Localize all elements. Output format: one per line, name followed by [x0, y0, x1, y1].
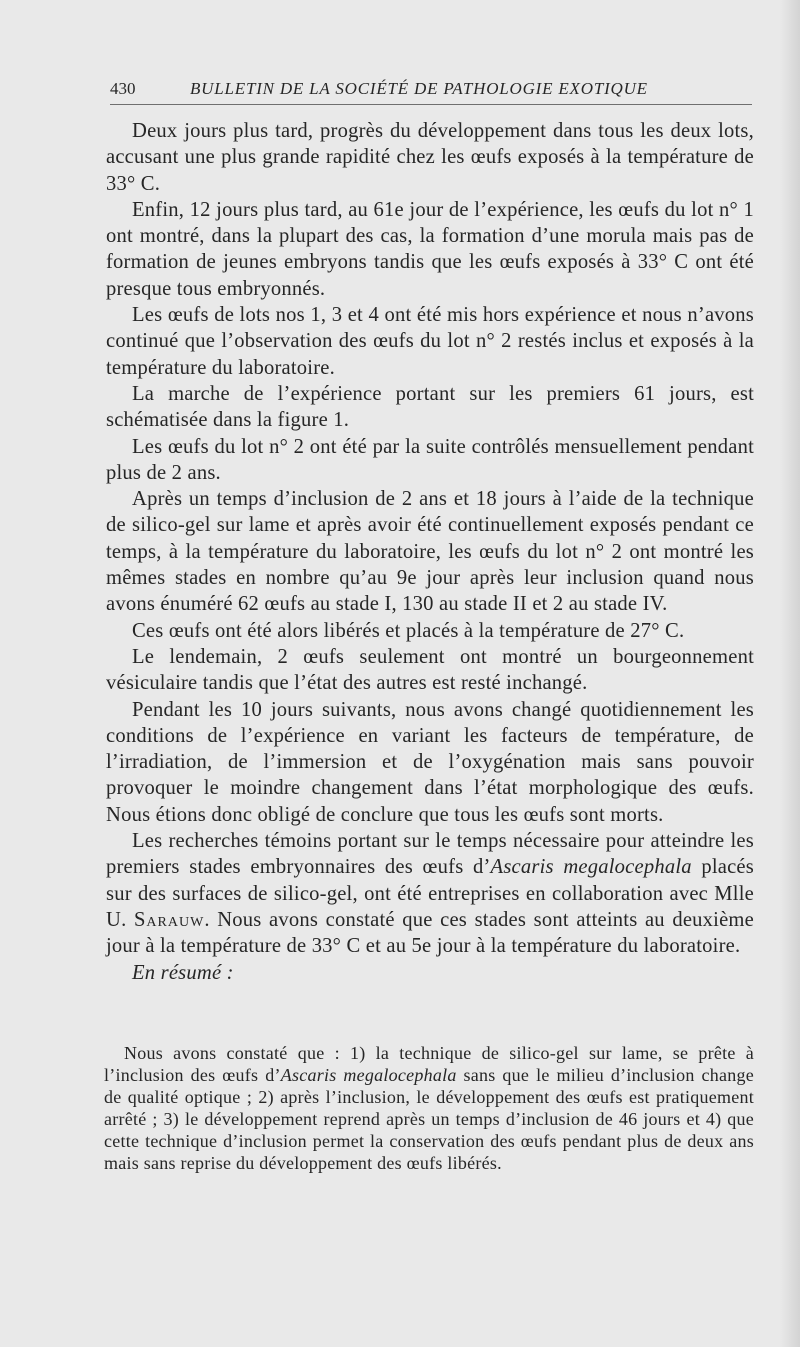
running-header [110, 79, 752, 105]
paragraph-3: Les œufs de lots nos 1, 3 et 4 ont été mis hors expérience et nous n’avons continué que l’observation des œufs du lot n° 2 restés inclus et exposés à la température du laboratoire. [106, 304, 754, 379]
header-rule [110, 104, 752, 105]
paragraph-8: Le lendemain, 2 œufs seulement ont montré un bourgeonnement vésiculaire tandis que l’état des autres est resté inchangé. [106, 645, 754, 695]
summary-text-2: sans que le milieu d’inclusion change de qualité optique ; 2) après l’inclusion, le développement des œufs est pratiquement arrêté ; 3) le développement reprend après un temps d’inclusion de 46 jours et 4) que cette technique d’inclusion permet la conservation des œufs pendant plus de deux ans mais sans reprise du développement des œufs libérés. [104, 1065, 755, 1173]
paragraph-10-text-2: placés sur des surfaces de silico-gel, ont été entreprises en collaboration avec Mlle U. [106, 856, 754, 931]
paragraph-2: Enfin, 12 jours plus tard, au 61e jour de l’expérience, les œufs du lot n° 1 ont montré, dans la plupart des cas, la formation d’une morula mais pas de formation de jeunes embryons tandis que les œufs exposés à 33° C ont été presque tous embryonnés. [106, 198, 754, 300]
paragraph-7: Ces œufs ont été alors libérés et placés à la température de 27° C. [132, 619, 685, 642]
summary-paragraph [104, 1042, 754, 1174]
summary-species-name: Ascaris megalocephala [280, 1065, 457, 1085]
species-name: Ascaris megalocephala [490, 856, 692, 879]
summary-block [104, 1042, 754, 1174]
page-edge-shadow [780, 0, 800, 1347]
journal-title: BULLETIN DE LA SOCIÉTÉ DE PATHOLOGIE EXOTIQUE [190, 79, 648, 98]
summary-text-1: Nous avons constaté que : 1) la technique de silico-gel sur lame, se prête à l’inclusion des œufs d’ [104, 1043, 754, 1085]
paragraph-6: Après un temps d’inclusion de 2 ans et 18 jours à l’aide de la technique de silico-gel sur lame et après avoir été continuellement exposés pendant ce temps, à la température du laboratoire, les œufs du lot n° 2 ont montré les mêmes stades en nombre qu’au 9e jour après leur inclusion quand nous avons énuméré 62 œufs au stade I, 130 au stade II et 2 au stade IV. [106, 488, 754, 616]
paragraph-10-text-3: . Nous avons constaté que ces stades sont atteints au deuxième jour à la température de 33° C et au 5e jour à la température du laboratoire. [106, 908, 754, 958]
paragraph-9: Pendant les 10 jours suivants, nous avons changé quotidiennement les conditions de l’expérience en variant les facteurs de température, de l’irradiation, de l’immersion et de l’oxygénation mais sans pouvoir provoquer le moindre changement dans l’état morphologique des œufs. Nous étions donc obligé de conclure que tous les œufs sont morts. [106, 698, 754, 826]
article-body [106, 118, 754, 986]
paragraph-5: Les œufs du lot n° 2 ont été par la suite contrôlés mensuellement pendant plus de 2 ans. [106, 435, 754, 484]
paragraph-10 [106, 828, 754, 959]
summary-heading: En résumé : [132, 961, 234, 984]
paragraph-1: Deux jours plus tard, progrès du développement dans tous les deux lots, accusant une plus grande rapidité chez les œufs exposés à la température de 33° C. [106, 120, 754, 195]
paragraph-4: La marche de l’expérience portant sur les premiers 61 jours, est schématisée dans la figure 1. [106, 382, 754, 432]
author-name: Sarauw [133, 908, 205, 931]
page-number: 430 [110, 79, 136, 98]
paragraph-10-text-1: Les recherches témoins portant sur le temps nécessaire pour atteindre les premiers stades embryonnaires des œufs d’ [106, 830, 754, 879]
